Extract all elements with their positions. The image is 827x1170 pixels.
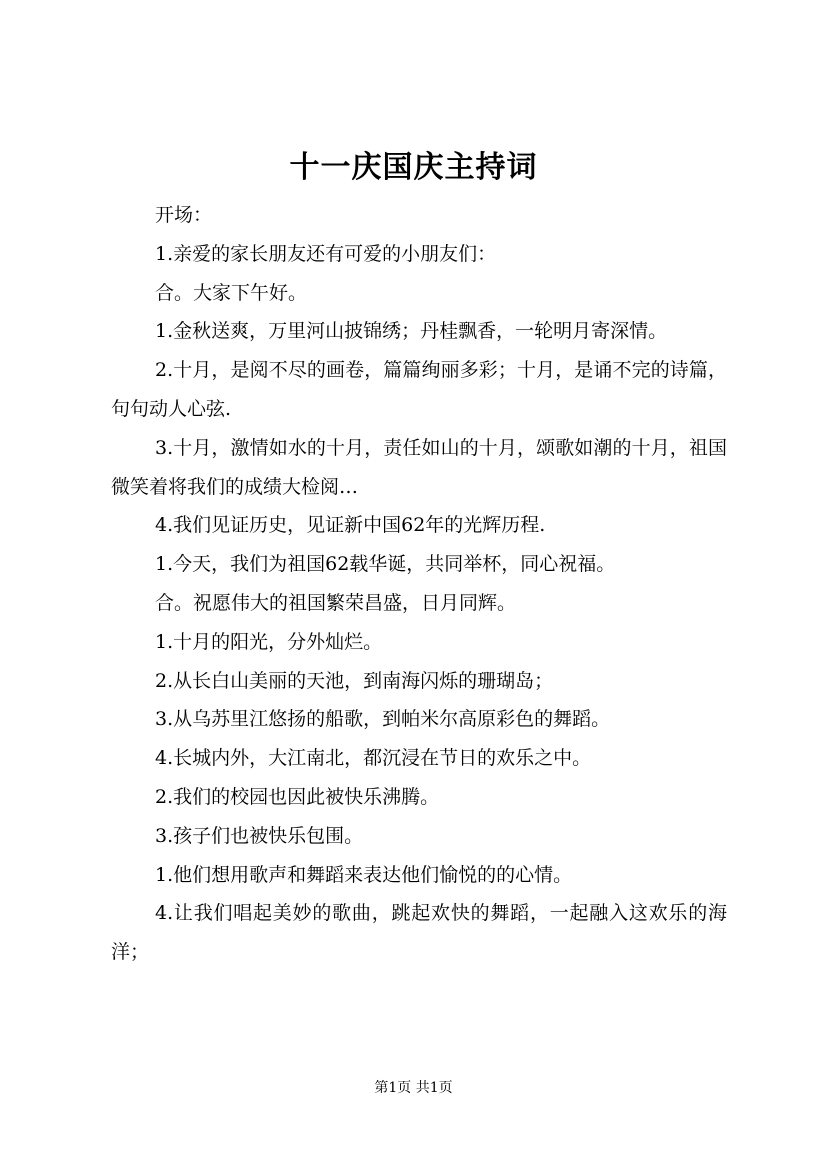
paragraph: 2.十月，是阅不尽的画卷，篇篇绚丽多彩；十月，是诵不完的诗篇，句句动人心弦. (111, 359, 727, 420)
paragraph: 合。大家下午好。 (155, 281, 308, 304)
paragraph: 1.十月的阳光，分外灿烂。 (155, 630, 383, 653)
paragraph: 3.十月，激情如水的十月，责任如山的十月，颂歌如潮的十月，祖国微笑着将我们的成绩大检阅… (111, 436, 727, 498)
page-footer: 第1页 共1页 (374, 1080, 453, 1096)
paragraph: 3.孩子们也被快乐包围。 (155, 824, 364, 847)
paragraph: 1.他们想用歌声和舞蹈来表达他们愉悦的的心情。 (155, 863, 573, 886)
paragraph: 1.亲爱的家长朋友还有可爱的小朋友们： (155, 242, 497, 265)
paragraph: 2.从长白山美丽的天池，到南海闪烁的珊瑚岛； (155, 669, 554, 692)
document-title: 十一庆国庆主持词 (289, 150, 538, 185)
paragraph: 1.金秋送爽，万里河山披锦绣；丹桂飘香，一轮明月寄深情。 (155, 320, 668, 343)
paragraph: 3.从乌苏里江悠扬的船歌，到帕米尔高原彩色的舞蹈。 (155, 708, 611, 731)
paragraph: 合。祝愿伟大的祖国繁荣昌盛，日月同辉。 (155, 591, 517, 614)
paragraph: 2.我们的校园也因此被快乐沸腾。 (155, 785, 440, 808)
paragraph: 4.让我们唱起美妙的歌曲，跳起欢快的舞蹈，一起融入这欢乐的海洋； (111, 902, 727, 964)
document-body (111, 196, 727, 972)
paragraph: 4.长城内外，大江南北，都沉浸在节日的欢乐之中。 (155, 747, 592, 770)
paragraph: 1.今天，我们为祖国62载华诞，共同举杯，同心祝福。 (155, 553, 616, 576)
paragraph: 4.我们见证历史，见证新中国62年的光辉历程. (155, 514, 546, 537)
paragraph: 开场： (155, 204, 213, 226)
